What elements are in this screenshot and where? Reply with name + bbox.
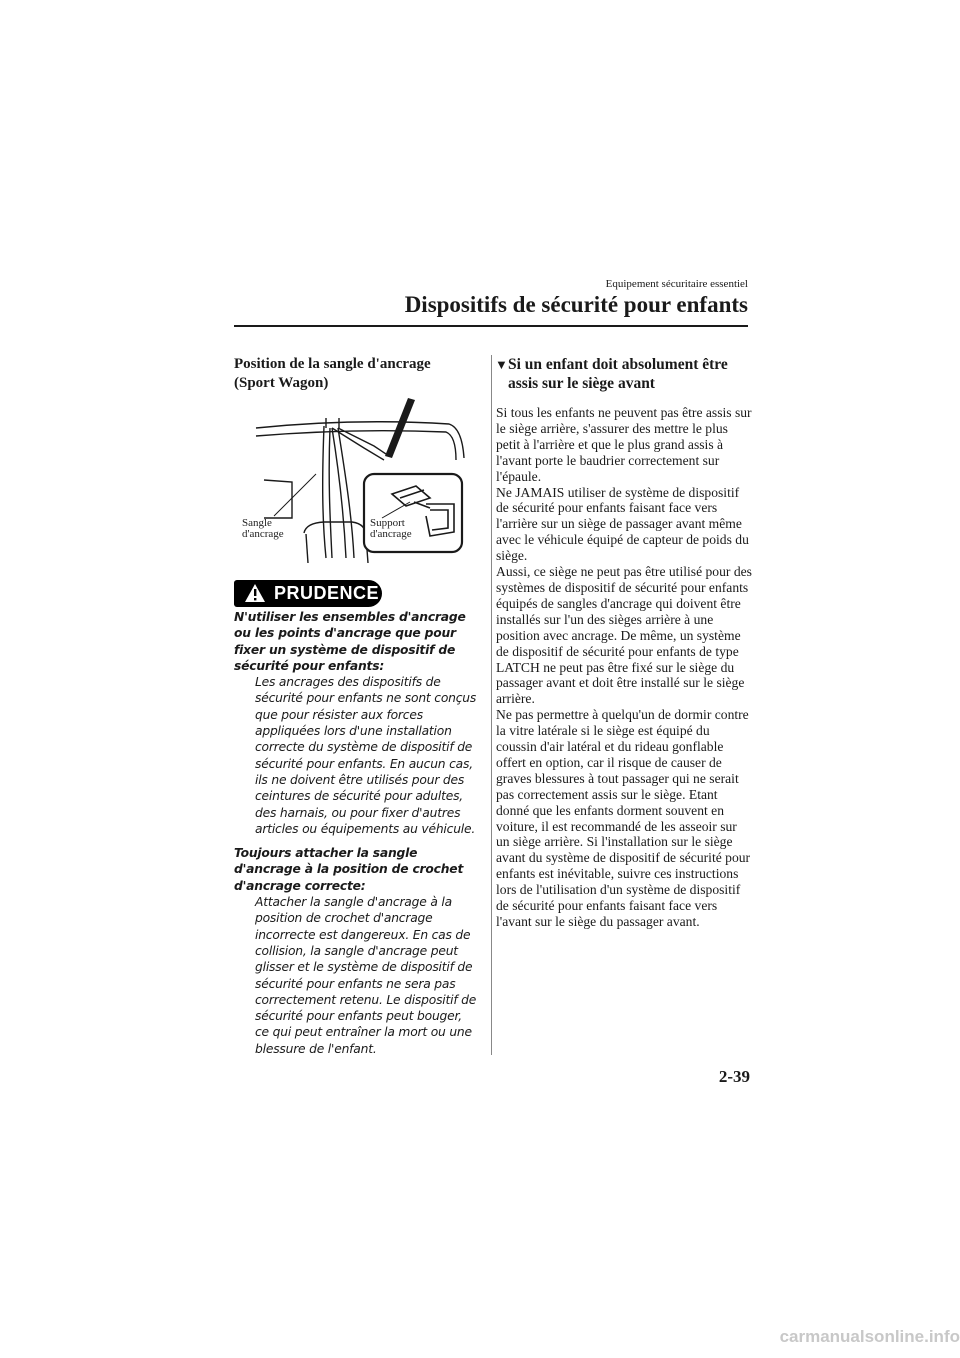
section-label: Equipement sécuritaire essentiel bbox=[605, 278, 748, 290]
caution-badge bbox=[234, 580, 382, 607]
figure-caption: Position de la sangle d'ancrage (Sport Wagon) bbox=[234, 356, 431, 391]
body-paragraph-1: Si tous les enfants ne peuvent pas être assis sur le siège arrière, s'assurer des mettre le plus petit à l'arrière et que le plus grand assis à l'avant porte le baudrier correctement sur l'épaule. bbox=[496, 405, 752, 484]
column-divider bbox=[491, 355, 492, 1055]
chapter-title: Dispositifs de sécurité pour enfants bbox=[404, 292, 748, 317]
anchor-label bbox=[370, 518, 412, 540]
strap-label-line2: d'ancrage bbox=[242, 528, 284, 540]
triangle-down-icon: ▼ bbox=[495, 357, 508, 372]
caution-lead-1: N'utiliser les ensembles d'ancrage ou les points d'ancrage que pour fixer un système de dispositif de sécurité pour enfants: bbox=[234, 610, 466, 673]
right-column bbox=[496, 355, 752, 930]
warning-triangle-icon bbox=[244, 583, 266, 603]
strap-label-line1: Sangle bbox=[242, 517, 272, 529]
section-heading-text: Si un enfant doit absolument être assis sur le siège avant bbox=[508, 356, 728, 392]
body-paragraph-4: Ne pas permettre à quelqu'un de dormir contre la vitre latérale si le siège est équipé du coussin d'air latéral et du rideau gonflable offert en option, car il risque de causer de graves blessures à tout passager qui ne serait pas correctement assis sur le siège. Etant donné que les enfants dorment souvent en voiture, il est recommandé de les asseoir sur un siège arrière. Si l'installation sur le siège avant du système de dispositif de sécurité pour enfants est inévitable, suivre ces instructions lors de l'utilisation d'un système de dispositif de sécurité pour enfants faisant face vers l'avant sur le siège du passager avant. bbox=[496, 707, 751, 929]
anchor-label-line1: Support bbox=[370, 517, 405, 529]
anchor-label-line2: d'ancrage bbox=[370, 528, 412, 540]
strap-label bbox=[242, 518, 284, 540]
tether-anchor-figure bbox=[234, 398, 474, 563]
body-paragraph-3: Aussi, ce siège ne peut pas être utilisé pour des systèmes de dispositif de sécurité pour enfants équipés de sangles d'ancrage qui doivent être installés sur l'un des sièges arrière à une position avec ancrage. De même, un système de dispositif de sécurité pour enfants de type LATCH ne peut pas être fixé sur le siège du passager avant et doit être installé sur le siège arrière. bbox=[496, 564, 752, 707]
caution-body-2: Attacher la sangle d'ancrage à la position de crochet d'ancrage incorrecte est dangereux. En cas de collision, la sangle d'ancrage peut glisser et le système de dispositif de sécurité pour enfants ne sera pas correctement retenu. Le dispositif de sécurité pour enfants peut bouger, ce qui peut entraîner la mort ou une blessure de l'enfant. bbox=[255, 895, 477, 1056]
left-column bbox=[234, 355, 474, 393]
section-body bbox=[496, 405, 752, 930]
caution-body-1: Les ancrages des dispositifs de sécurité pour enfants ne sont conçus que pour résister aux forces appliquées lors d'une installation correcte du système de dispositif de sécurité pour enfants. En aucun cas, ils ne doivent être utilisés pour des ceintures de sécurité pour adultes, des harnais, ou pour fixer d'autres articles ou équipements au véhicule. bbox=[255, 675, 477, 836]
body-paragraph-2: Ne JAMAIS utiliser de système de dispositif de sécurité pour enfants faisant face vers l'arrière sur un siège de passager avant même avec le véhicule équipé de capteur de poids du siège. bbox=[496, 484, 749, 564]
caution-lead-2: Toujours attacher la sangle d'ancrage à la position de crochet d'ancrage correcte: bbox=[234, 846, 464, 893]
section-heading bbox=[496, 355, 752, 393]
caution-label: PRUDENCE bbox=[274, 583, 380, 603]
watermark: carmanualsonline.info bbox=[779, 1327, 960, 1346]
page-number: 2-39 bbox=[718, 1067, 750, 1086]
header-rule bbox=[234, 325, 748, 327]
caution-text bbox=[234, 609, 479, 1065]
